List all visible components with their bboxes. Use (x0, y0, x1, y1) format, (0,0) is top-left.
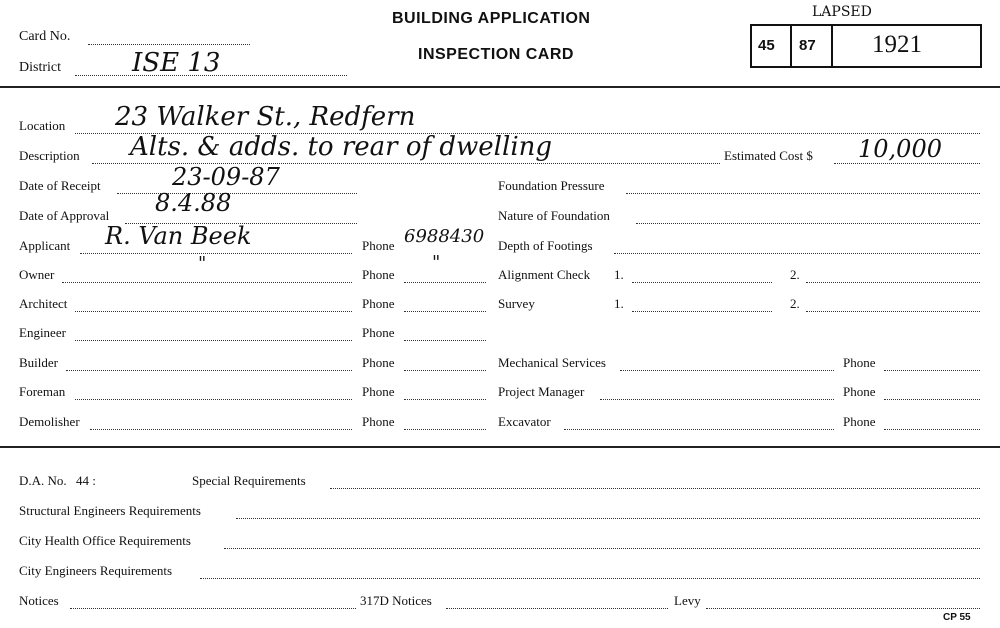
box-divider-2 (831, 25, 833, 67)
applicant-value: R. Van Beek (105, 222, 252, 250)
notices-line (70, 608, 356, 609)
phone-applicant-value: 6988430 (404, 226, 485, 247)
project-manager-label: Project Manager (498, 384, 585, 399)
box-number-value: 1921 (872, 31, 922, 58)
depth-footings-label: Depth of Footings (498, 238, 593, 253)
alignment-num-1: 1. (614, 267, 624, 282)
owner-line (62, 282, 352, 283)
excavator-line (564, 429, 834, 430)
demolisher-label: Demolisher (19, 414, 80, 429)
mechanical-label: Mechanical Services (498, 355, 606, 370)
foundation-pressure-line (626, 193, 980, 194)
phone-builder-line (404, 370, 486, 371)
special-requirements-line (330, 488, 980, 489)
middle-rule (0, 446, 1000, 448)
levy-label: Levy (674, 593, 701, 608)
approval-label: Date of Approval (19, 208, 110, 223)
estimated-cost-line (834, 163, 980, 164)
structural-line (236, 518, 980, 519)
phone-label-project-manager: Phone (843, 384, 876, 399)
depth-footings-line (614, 253, 980, 254)
foreman-line (75, 399, 352, 400)
phone-mechanical-line (884, 370, 980, 371)
phone-label-architect: Phone (362, 296, 395, 311)
alignment-label: Alignment Check (498, 267, 591, 282)
card-no-label: Card No. (19, 29, 71, 44)
phone-label-engineer: Phone (362, 325, 395, 340)
receipt-line (117, 193, 357, 194)
alignment-num-2: 2. (790, 267, 800, 282)
estimated-cost-value: 10,000 (858, 135, 942, 163)
phone-label-mechanical: Phone (843, 355, 876, 370)
foreman-label: Foreman (19, 384, 66, 399)
location-label: Location (19, 118, 66, 133)
applicant-label: Applicant (19, 238, 71, 253)
applicant-line (80, 253, 352, 254)
receipt-label: Date of Receipt (19, 178, 101, 193)
levy-line (706, 608, 980, 609)
location-value: 23 Walker St., Redfern (115, 102, 416, 132)
phone-label-excavator: Phone (843, 414, 876, 429)
nature-foundation-label: Nature of Foundation (498, 208, 610, 223)
nature-foundation-line (636, 223, 980, 224)
title-line-2: INSPECTION CARD (418, 46, 574, 63)
engineer-line (75, 340, 352, 341)
special-requirements-label: Special Requirements (192, 473, 306, 488)
approval-value: 8.4.88 (155, 189, 232, 217)
alignment-line-2 (806, 282, 980, 283)
box-a-value: 45 (758, 37, 775, 54)
phone-architect-line (404, 311, 486, 312)
description-value: Alts. & adds. to rear of dwelling (130, 132, 553, 162)
phone-foreman-line (404, 399, 486, 400)
phone-excavator-line (884, 429, 980, 430)
health-line (224, 548, 980, 549)
box-divider-1 (790, 25, 792, 67)
health-label: City Health Office Requirements (19, 533, 191, 548)
builder-label: Builder (19, 355, 58, 370)
project-manager-line (600, 399, 834, 400)
phone-owner-value: " (432, 252, 441, 273)
phone-label-owner: Phone (362, 267, 395, 282)
phone-label-applicant: Phone (362, 238, 395, 253)
phone-label-foreman: Phone (362, 384, 395, 399)
notices-label: Notices (19, 593, 59, 608)
architect-label: Architect (19, 296, 68, 311)
district-value: ISE 13 (132, 48, 221, 78)
survey-num-1: 1. (614, 296, 624, 311)
demolisher-line (90, 429, 352, 430)
box-b-value: 87 (799, 37, 816, 54)
city-engineers-label: City Engineers Requirements (19, 563, 173, 578)
survey-line-2 (806, 311, 980, 312)
foundation-pressure-label: Foundation Pressure (498, 178, 605, 193)
card-number-box (750, 24, 982, 68)
survey-label: Survey (498, 296, 535, 311)
survey-num-2: 2. (790, 296, 800, 311)
phone-label-builder: Phone (362, 355, 395, 370)
description-label: Description (19, 148, 80, 163)
builder-line (66, 370, 352, 371)
district-label: District (19, 60, 61, 75)
header-rule (0, 86, 1000, 88)
title-line-1: BUILDING APPLICATION (392, 10, 591, 27)
da-label: D.A. No. (19, 473, 67, 488)
phone-engineer-line (404, 340, 486, 341)
phone-demolisher-line (404, 429, 486, 430)
estimated-cost-label: Estimated Cost $ (724, 148, 813, 163)
form-code: CP 55 (943, 612, 971, 623)
city-engineers-line (200, 578, 980, 579)
mechanical-line (620, 370, 834, 371)
da-value: 44 : (76, 473, 96, 488)
phone-owner-line (404, 282, 486, 283)
notices-317-label: 317D Notices (360, 593, 432, 608)
alignment-line-1 (632, 282, 772, 283)
excavator-label: Excavator (498, 414, 551, 429)
survey-line-1 (632, 311, 772, 312)
lapsed-note: LAPSED (812, 4, 872, 20)
notices-317-line (446, 608, 668, 609)
owner-label: Owner (19, 267, 55, 282)
engineer-label: Engineer (19, 325, 66, 340)
card-no-line (88, 44, 250, 45)
architect-line (75, 311, 352, 312)
phone-label-demolisher: Phone (362, 414, 395, 429)
receipt-value: 23-09-87 (172, 163, 280, 191)
owner-value: " (198, 253, 207, 274)
structural-label: Structural Engineers Requirements (19, 503, 201, 518)
phone-project-manager-line (884, 399, 980, 400)
